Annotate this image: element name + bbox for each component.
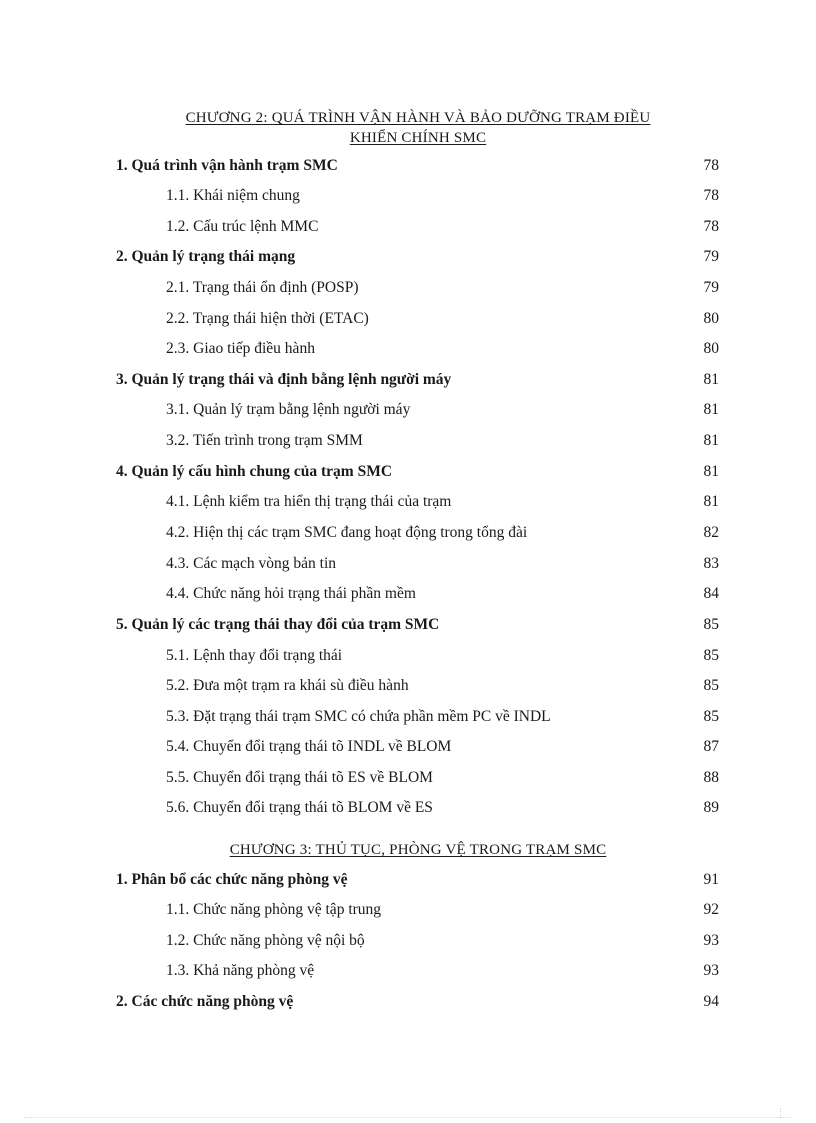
chapter-3-heading xyxy=(118,840,718,860)
toc-entry-page: 79 xyxy=(703,279,719,296)
toc-entry-page: 82 xyxy=(703,524,719,541)
toc-entry-page: 80 xyxy=(703,310,719,327)
toc-entry-label: 5.2. Đưa một trạm ra khái sù điều hành xyxy=(166,677,409,694)
toc-entry-label: 2. Quản lý trạng thái mạng xyxy=(116,248,296,265)
toc-entry-page: 81 xyxy=(703,401,719,418)
toc-entry-page: 81 xyxy=(703,463,719,480)
toc-subsection-entry[interactable] xyxy=(0,675,816,697)
page-corner-mark xyxy=(780,1108,782,1118)
toc-entry-page: 85 xyxy=(703,647,719,664)
toc-entry-label: 1.2. Cấu trúc lệnh MMC xyxy=(166,218,319,235)
toc-entry-label: 1. Phân bổ các chức năng phòng vệ xyxy=(116,871,348,888)
toc-entry-label: 2.3. Giao tiếp điều hành xyxy=(166,340,315,357)
toc-section-entry[interactable] xyxy=(0,991,816,1013)
toc-subsection-entry[interactable] xyxy=(0,308,816,330)
toc-entry-page: 84 xyxy=(703,585,719,602)
page-bottom-border xyxy=(24,1117,792,1118)
toc-section-entry[interactable] xyxy=(0,246,816,268)
chapter-2-heading-line-2: KHIỂN CHÍNH SMC xyxy=(349,130,487,146)
toc-entry-page: 85 xyxy=(703,708,719,725)
chapter-2-heading-line-1: CHƯƠNG 2: QUÁ TRÌNH VẬN HÀNH VÀ BẢO DƯỠNG TRẠM ĐIỀU xyxy=(185,110,651,126)
toc-entry-label: 4.1. Lệnh kiểm tra hiển thị trạng thái của trạm xyxy=(166,493,452,510)
toc-section-entry[interactable] xyxy=(0,461,816,483)
toc-entry-label: 4.3. Các mạch vòng bản tin xyxy=(166,555,337,572)
toc-entry-label: 1.2. Chức năng phòng vệ nội bộ xyxy=(166,932,365,949)
toc-entry-label: 5.4. Chuyển đổi trạng thái tõ INDL về BLOM xyxy=(166,738,452,755)
toc-section-entry[interactable] xyxy=(0,369,816,391)
toc-entry-label: 4.2. Hiện thị các trạm SMC đang hoạt động trong tổng đài xyxy=(166,524,528,541)
toc-entry-label: 5.6. Chuyển đổi trạng thái tõ BLOM về ES xyxy=(166,799,433,816)
toc-subsection-entry[interactable] xyxy=(0,522,816,544)
toc-entry-label: 2.1. Trạng thái ổn định (POSP) xyxy=(166,279,359,296)
toc-entry-label: 5.5. Chuyển đổi trạng thái tõ ES về BLOM xyxy=(166,769,433,786)
toc-subsection-entry[interactable] xyxy=(0,645,816,667)
toc-entry-page: 91 xyxy=(703,871,719,888)
toc-entry-page: 87 xyxy=(703,738,719,755)
toc-entry-label: 1. Quá trình vận hành trạm SMC xyxy=(116,157,338,174)
toc-subsection-entry[interactable] xyxy=(0,899,816,921)
toc-entry-page: 93 xyxy=(703,962,719,979)
toc-subsection-entry[interactable] xyxy=(0,277,816,299)
toc-entry-page: 92 xyxy=(703,901,719,918)
toc-subsection-entry[interactable] xyxy=(0,185,816,207)
toc-entry-page: 85 xyxy=(703,616,719,633)
toc-subsection-entry[interactable] xyxy=(0,553,816,575)
toc-entry-label: 5. Quản lý các trạng thái thay đổi của trạm SMC xyxy=(116,616,440,633)
chapter-3-heading-text: CHƯƠNG 3: THỦ TỤC, PHÒNG VỆ TRONG TRẠM SMC xyxy=(229,842,607,858)
toc-entry-page: 80 xyxy=(703,340,719,357)
toc-entry-page: 78 xyxy=(703,218,719,235)
toc-entry-page: 85 xyxy=(703,677,719,694)
toc-entry-page: 81 xyxy=(703,493,719,510)
toc-subsection-entry[interactable] xyxy=(0,797,816,819)
toc-subsection-entry[interactable] xyxy=(0,767,816,789)
toc-subsection-entry[interactable] xyxy=(0,706,816,728)
toc-entry-label: 1.1. Khái niệm chung xyxy=(166,187,300,204)
toc-entry-label: 5.3. Đặt trạng thái trạm SMC có chứa phần mềm PC về INDL xyxy=(166,708,551,725)
toc-subsection-entry[interactable] xyxy=(0,930,816,952)
toc-entry-page: 79 xyxy=(703,248,719,265)
toc-entry-label: 1.3. Khả năng phòng vệ xyxy=(166,962,315,979)
toc-subsection-entry[interactable] xyxy=(0,491,816,513)
toc-subsection-entry[interactable] xyxy=(0,216,816,238)
toc-section-entry[interactable] xyxy=(0,869,816,891)
toc-entry-page: 83 xyxy=(703,555,719,572)
toc-entry-label: 3.2. Tiến trình trong trạm SMM xyxy=(166,432,363,449)
toc-section-entry[interactable] xyxy=(0,155,816,177)
toc-entry-label: 3. Quản lý trạng thái và định bằng lệnh người máy xyxy=(116,371,452,388)
toc-subsection-entry[interactable] xyxy=(0,399,816,421)
toc-entry-label: 2.2. Trạng thái hiện thời (ETAC) xyxy=(166,310,369,327)
toc-entry-page: 94 xyxy=(703,993,719,1010)
toc-entry-label: 4.4. Chức năng hỏi trạng thái phần mềm xyxy=(166,585,416,602)
toc-entry-label: 2. Các chức năng phòng vệ xyxy=(116,993,294,1010)
toc-entry-label: 1.1. Chức năng phòng vệ tập trung xyxy=(166,901,382,918)
toc-entry-page: 88 xyxy=(703,769,719,786)
toc-section-entry[interactable] xyxy=(0,614,816,636)
toc-entry-page: 93 xyxy=(703,932,719,949)
toc-entry-page: 81 xyxy=(703,432,719,449)
toc-entry-label: 5.1. Lệnh thay đổi trạng thái xyxy=(166,647,343,664)
toc-entry-page: 78 xyxy=(703,157,719,174)
toc-entry-label: 3.1. Quản lý trạm bằng lệnh người máy xyxy=(166,401,411,418)
toc-subsection-entry[interactable] xyxy=(0,338,816,360)
toc-entry-page: 81 xyxy=(703,371,719,388)
chapter-2-heading xyxy=(118,108,718,148)
toc-entry-label: 4. Quản lý cấu hình chung của trạm SMC xyxy=(116,463,393,480)
toc-subsection-entry[interactable] xyxy=(0,583,816,605)
toc-subsection-entry[interactable] xyxy=(0,430,816,452)
toc-subsection-entry[interactable] xyxy=(0,960,816,982)
toc-subsection-entry[interactable] xyxy=(0,736,816,758)
toc-entry-page: 89 xyxy=(703,799,719,816)
toc-entry-page: 78 xyxy=(703,187,719,204)
